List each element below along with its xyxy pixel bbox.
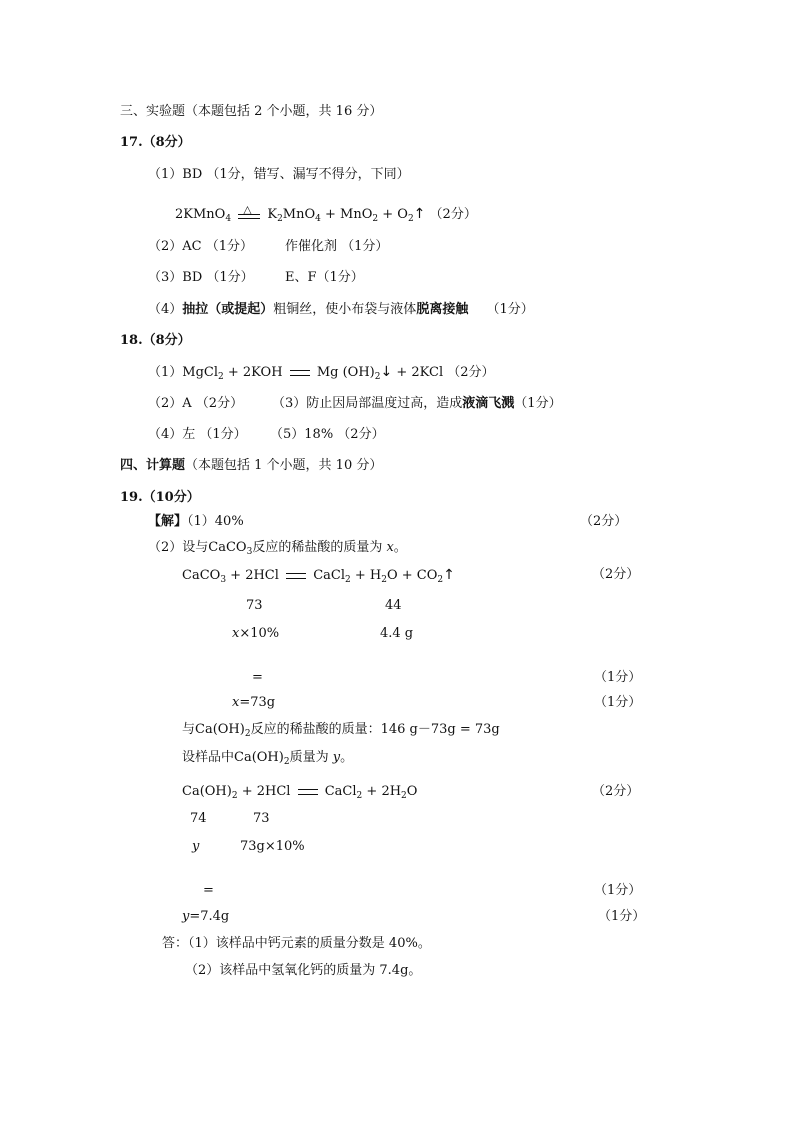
section-4-heading: 四、计算题（本题包括 1 个小题，共 10 分） — [120, 458, 383, 473]
q19-molar-mass-73b: 73 — [253, 811, 270, 826]
q19-set-y: 设样品中$Ca(OH)_2$质量为 y。 — [182, 750, 354, 767]
q19-value-4-4g: 4.4 g — [380, 626, 414, 641]
q19-part-1: 【解】（1）40% — [148, 514, 244, 529]
precipitate-down-arrow-icon: ↓ — [380, 364, 393, 380]
q19-value-y: y — [192, 839, 200, 854]
q19-answer-2: （2）该样品中氢氧化钙的质量为 7.4g。 — [185, 963, 422, 978]
q18-answer-3: （3）防止因局部温度过高，造成液滴飞溅（1分） — [272, 396, 562, 411]
q17-answer-1: （1）BD （1分，错写、漏写不得分，下同） — [148, 167, 410, 182]
q19-y-result: y=7.4g — [182, 909, 230, 924]
q19-ratio-2: = — [203, 883, 214, 898]
q19-equation-2: $Ca(OH)_2 + 2HCl$ CaCl$_2$ + $2H_2O$ — [182, 784, 418, 801]
q19-ratio-1-score: （1分） — [594, 670, 642, 685]
q18-answer-1: （1）MgCl$_2$ + 2KOH Mg $(OH)_2↓ + 2KCl$ （2分） — [148, 364, 495, 382]
q17-answer-3: （3）BD （1分） — [148, 270, 254, 285]
q19-equation-2-score: （2分） — [592, 784, 640, 799]
equals-sign — [290, 370, 310, 376]
q17-answer-3-extra: E、F（1分） — [285, 270, 364, 285]
q19-molar-mass-44: 44 — [385, 598, 402, 613]
gas-up-arrow-icon: ↑ — [413, 206, 426, 222]
section-3-heading: 三、实验题（本题包括 2 个小题，共 16 分） — [120, 104, 383, 119]
q17-answer-2-extra: 作催化剂 （1分） — [285, 239, 389, 254]
q19-title: 19.（10分） — [120, 490, 200, 505]
q19-equation-1-score: （2分） — [592, 567, 640, 582]
q17-answer-2: （2）AC （1分） — [148, 239, 254, 254]
q19-answer-1: 答：（1）该样品中钙元素的质量分数是 40%。 — [162, 936, 431, 951]
equals-sign — [298, 789, 318, 795]
q17-equation: 2KMnO$_4$ △ $K_2MnO_4 + MnO_2$ + $O_2↑$ （2分） — [175, 202, 477, 224]
q18-answer-2: （2）A （2分） — [148, 396, 244, 411]
gas-up-arrow-icon: ↑ — [443, 567, 455, 583]
q19-part-2-setup: （2）设与CaCO$_3$反应的稀盐酸的质量为 x。 — [148, 540, 407, 557]
q19-part-1-score: （2分） — [580, 514, 628, 529]
q19-x-result: x=73g — [232, 695, 276, 710]
q19-x-result-score: （1分） — [594, 695, 642, 710]
q19-value-x: x×10% — [232, 626, 280, 641]
q17-answer-4: （4）抽拉（或提起）粗铜丝，使小布袋与液体脱离接触 （1分） — [148, 302, 534, 317]
q19-equation-1: CaCO$_3$ + 2HCl CaCl$_2$ + $H_2O$ + $CO_2↑$ — [182, 567, 455, 585]
q19-y-result-score: （1分） — [598, 909, 646, 924]
q18-answer-4: （4）左 （1分） — [148, 427, 247, 442]
q19-remaining-hcl: 与$Ca(OH)_2$反应的稀盐酸的质量：146 g－73g = 73g — [182, 722, 500, 739]
equals-sign — [286, 573, 306, 579]
q19-ratio-2-score: （1分） — [594, 883, 642, 898]
q19-ratio-1: = — [252, 670, 263, 685]
q19-value-73g: 73g×10% — [240, 839, 305, 854]
q18-title: 18.（8分） — [120, 333, 191, 348]
q17-title: 17.（8分） — [120, 135, 191, 150]
q18-answer-5: （5）18% （2分） — [270, 427, 385, 442]
q19-molar-mass-73: 73 — [246, 598, 263, 613]
q19-molar-mass-74: 74 — [190, 811, 207, 826]
heat-equals-sign: △ — [238, 208, 260, 222]
